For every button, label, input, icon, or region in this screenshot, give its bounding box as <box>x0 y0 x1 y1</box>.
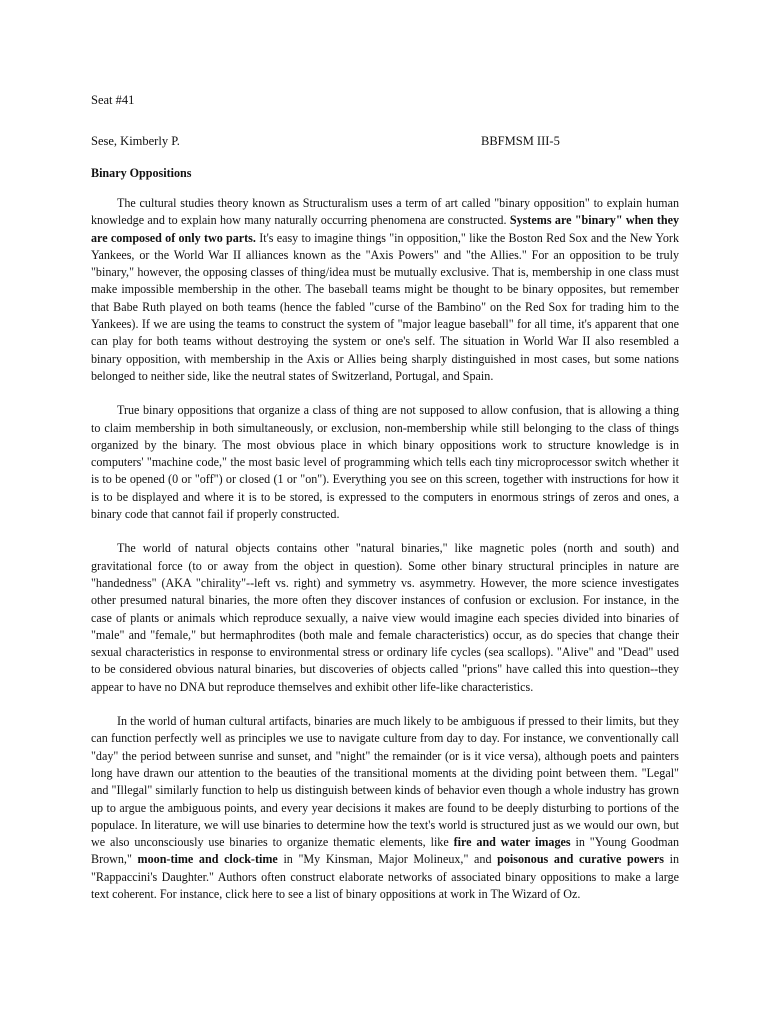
paragraph-4-bold-poison-cure: poisonous and curative powers <box>497 852 664 867</box>
paragraph-4-text-e: in "My Kinsman, Major Molineux," and <box>277 852 498 867</box>
essay-body <box>91 195 679 903</box>
paragraph-1-text-a: The cultural studies theory known as Structuralism uses a term of art called "binary opposition" to explain human knowledge and to explain how many naturally occurring phenomena are constructed. <box>91 196 679 228</box>
student-name: Sese, Kimberly P. <box>91 134 180 148</box>
paragraph-4-bold-moon-clock: moon-time and clock-time <box>137 852 278 867</box>
paragraph-1 <box>91 195 679 385</box>
paragraph-4-text-c: in "Young Goodman Brown," <box>91 835 679 867</box>
paragraph-1-text-c: It's easy to imagine things "in opposition," like the Boston Red Sox and the New York Yankees, or the World War II alliances known as the "Axis Powers" and "the Allies." For an opposition to be truly "binary," however, the opposing classes of thing/idea must be mutually exclusive. That is, membership in one class must make impossible membership in the other. The baseball teams might be thought to be binary opposites, but remember that Babe Ruth played on both teams (hence the fabled "curse of the Bambino" on the Red Sox for trading him to the Yankees). If we are using the teams to construct the system of "major league baseball" for all time, it's apparent that one can play for both teams without destroying the system or one's self. The situation in World War II also resembled a binary opposition, with membership in the Axis or Allies being sharply distinguished in most cases, but some nations belonged to neither side, like the neutral states of Switzerland, Portugal, and Spain. <box>91 230 679 383</box>
paragraph-2: True binary oppositions that organize a class of thing are not supposed to allow confusion, that is allowing a thing to claim membership in both simultaneously, or exclusion, non-membership while still belonging to the class of things organized by the binary. The most obvious place in which binary oppositions work to structure knowledge is in computers' "machine code," the most basic level of programming which tells each tiny microprocessor switch whether it is to be opened (0 or "off") or closed (1 or "on"). Everything you see on this screen, together with instructions for how it is to be displayed and where it is to be stored, is expressed to the computers in enormous strings of zeros and ones, a binary code that cannot fail if properly constructed. <box>91 403 679 522</box>
paragraph-4-bold-fire-water: fire and water images <box>453 835 571 850</box>
essay-title: Binary Oppositions <box>91 166 192 180</box>
seat-number: Seat #41 <box>91 93 135 107</box>
paragraph-4-text-a: In the world of human cultural artifacts, binaries are much likely to be ambiguous if pressed to their limits, but they can function perfectly well as principles we use to navigate culture from day to day. For instance, we conventionally call "day" the period between sunrise and sunset, and "night" the remainder (or is it vice versa), although poets and painters long have drawn our attention to the beauties of the transitional moments at the dividing point between them. "Legal" and "Illegal" similarly function to help us distinguish between kinds of behavior even though a whole industry has grown up to argue the ambiguous points, and every year decisions it makes are found to be deeply disturbing to portions of the populace. In literature, we will use binaries to determine how the text's world is structured just as we would our own, but we also unconsciously use binaries to organize thematic elements, like <box>91 714 679 850</box>
paragraph-4-text-g: in "Rappaccini's Daughter." Authors often construct elaborate networks of associated binary oppositions to make a large text coherent. For instance, click here to see a list of binary oppositions at work in The Wizard of Oz. <box>91 852 679 901</box>
paragraph-1-bold: Systems are "binary" when they are composed of only two parts. <box>91 213 679 245</box>
class-section: BBFMSM III-5 <box>481 134 560 148</box>
paragraph-3: The world of natural objects contains other "natural binaries," like magnetic poles (north and south) and gravitational force (to or away from the object in question). Some other binary structural principles in nature are "handedness" (AKA "chirality"--left vs. right) and symmetry vs. asymmetry. However, the more science investigates other presumed natural binaries, the more often they discover instances of confusion or exclusion. For instance, in the case of plants or animals which reproduce sexually, a naive view would imagine each species divided into binaries of "male" and "female," but hermaphrodites (both male and female characteristics) occur, as do species that change their sexual characteristics in response to environmental stress or ordinary life cycles (sea scallops). "Alive" and "Dead" used to be considered obvious natural binaries, but discoveries of objects called "prions" have called this into question--they appear to have no DNA but reproduce themselves and exhibit other life-like characteristics. <box>91 541 679 694</box>
paragraph-4 <box>91 713 679 903</box>
